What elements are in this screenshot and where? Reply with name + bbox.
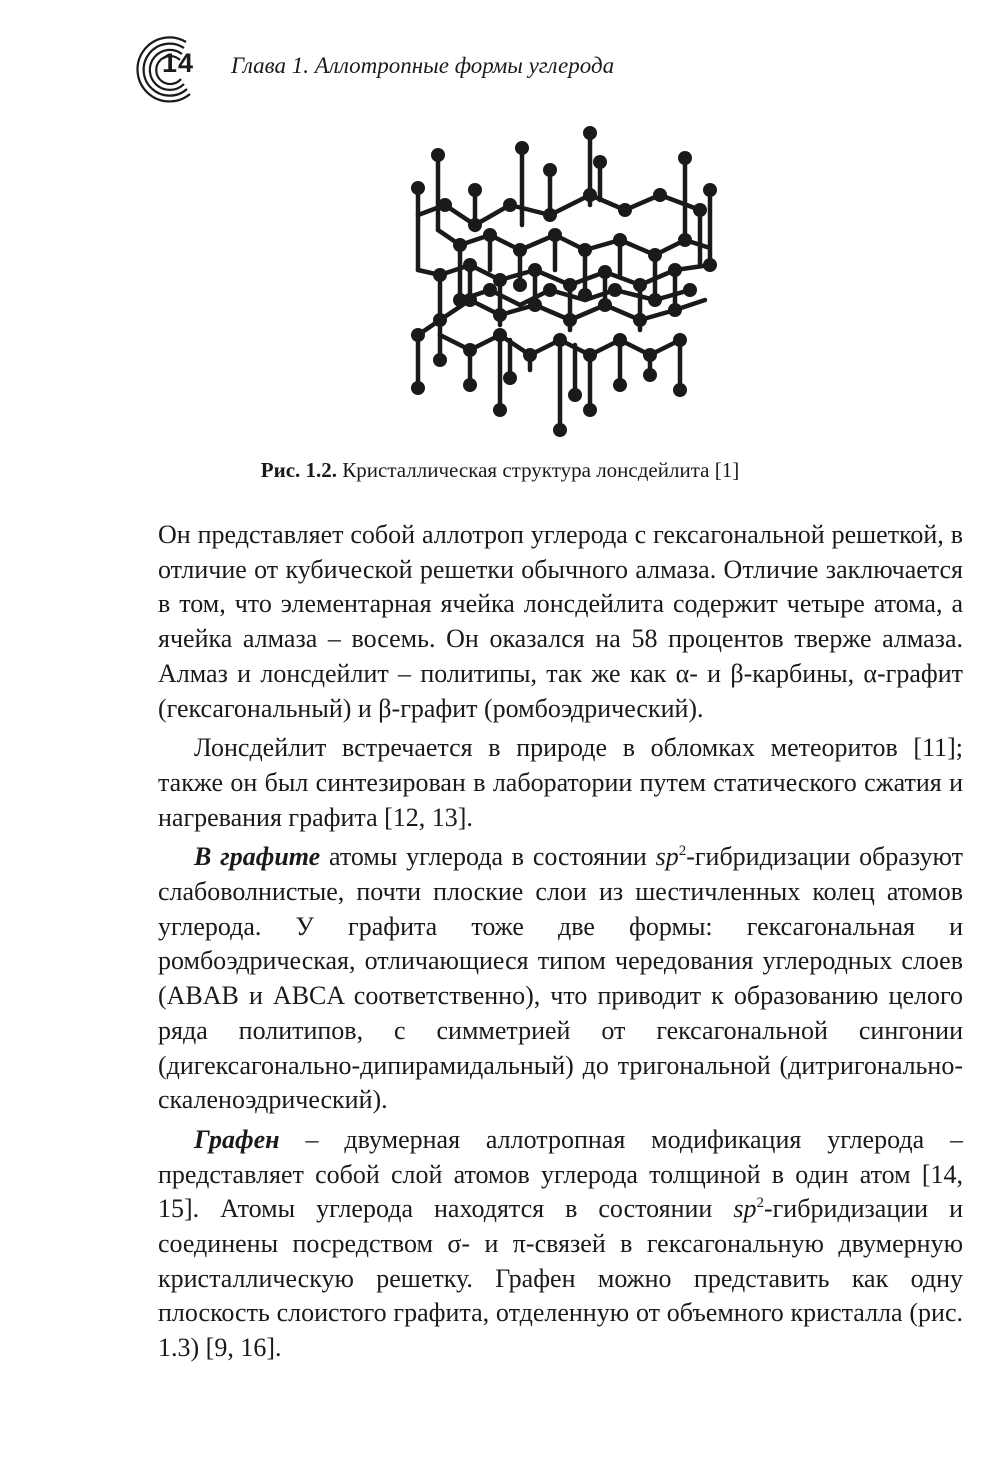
figure-caption-text: Кристаллическая структура лонсдейлита [1] bbox=[337, 458, 740, 482]
lattice-atom bbox=[463, 293, 477, 307]
lattice-atom bbox=[553, 423, 567, 437]
lattice-atom bbox=[583, 188, 597, 202]
lattice-atom bbox=[543, 163, 557, 177]
lattice-atom bbox=[678, 151, 692, 165]
paragraph-3-part-a: атомы углерода в состоянии bbox=[320, 842, 656, 872]
lattice-atom bbox=[618, 203, 632, 217]
lattice-atom bbox=[563, 278, 577, 292]
sp-superscript: 2 bbox=[756, 1195, 764, 1212]
lattice-atom bbox=[513, 278, 527, 292]
lattice-atom bbox=[513, 243, 527, 257]
lattice-atom bbox=[613, 333, 627, 347]
lattice-atom bbox=[493, 403, 507, 417]
paragraph-1: Он представляет собой аллотроп углерода с гексагональной решеткой, в отличие от кубической решетки обычного алмаза. Отличие заключается в том, что элементарная ячейка лонсдейлита содержит четыре атома, а ячейка алмаза – восемь. Он оказался на 58 процентов тверже алмаза. Алмаз и лонсдейлит – политипы, так же как α- и β-карбины, α-графит (гексагональный) и β-графит (ромбоэдрический). bbox=[158, 520, 963, 723]
lattice-atom bbox=[463, 258, 477, 272]
lattice-atom bbox=[543, 283, 557, 297]
lattice-atom bbox=[503, 371, 517, 385]
lattice-atom bbox=[528, 298, 542, 312]
lattice-atom bbox=[578, 243, 592, 257]
lattice-atom bbox=[703, 183, 717, 197]
lattice-atom bbox=[483, 283, 497, 297]
lattice-atom bbox=[678, 233, 692, 247]
lattice-atom bbox=[633, 278, 647, 292]
lattice-atom bbox=[431, 148, 445, 162]
lonsdaleite-lattice-diagram bbox=[395, 120, 745, 450]
lattice-atom bbox=[668, 263, 682, 277]
sp-label: sp bbox=[655, 842, 679, 872]
chapter-title: Глава 1. Аллотропные формы углерода bbox=[231, 53, 615, 78]
lattice-atom bbox=[598, 265, 612, 279]
lattice-atom bbox=[643, 368, 657, 382]
paragraph-3-part-b: -гибридизации образуют слабоволнистые, почти плоские слои из шестичленных колец атомов углерода. У графита тоже две формы: гексагональная и ромбоэдрическая, отличающиеся типом чередования углеродных слоев (ABAB и ABCA соответственно), что приводит к образованию целого ряда политипов, с симметрией от гексагональной сингонии (дигексагонально-дипирамидальный) до тригональной (дитригонально-скаленоэдрический). bbox=[158, 842, 963, 1115]
sp-label: sp bbox=[733, 1194, 757, 1224]
lattice-atom bbox=[528, 263, 542, 277]
lattice-atom bbox=[563, 313, 577, 327]
paragraph-3 bbox=[158, 840, 963, 1118]
lattice-atom bbox=[438, 198, 452, 212]
lattice-atom bbox=[648, 293, 662, 307]
lonsdaleite-figure bbox=[395, 120, 745, 450]
lattice-atom bbox=[468, 183, 482, 197]
lattice-atom bbox=[598, 298, 612, 312]
lattice-atom bbox=[433, 268, 447, 282]
lattice-atom bbox=[693, 203, 707, 217]
lattice-atom bbox=[463, 343, 477, 357]
lattice-atom bbox=[468, 218, 482, 232]
lattice-atom bbox=[493, 328, 507, 342]
figure-caption bbox=[0, 458, 1000, 483]
paragraph-2: Лонсдейлит встречается в природе в обломках метеоритов [11]; также он был синтезирован в лаборатории путем статического сжатия и нагревания графита [12, 13]. bbox=[158, 733, 963, 832]
lattice-atom bbox=[653, 188, 667, 202]
lattice-atom bbox=[578, 288, 592, 302]
lattice-atom bbox=[543, 208, 557, 222]
lattice-atom bbox=[568, 388, 582, 402]
lattice-atom bbox=[703, 258, 717, 272]
lattice-atom bbox=[633, 313, 647, 327]
lattice-atom bbox=[411, 328, 425, 342]
body-text bbox=[158, 518, 963, 1371]
paragraph-4-part-a: – двумерная аллотропная модификация углерода – представляет собой слой атомов углерода толщиной в один атом [14, 15]. Атомы углерода находятся в состоянии bbox=[158, 1124, 963, 1224]
sp-superscript: 2 bbox=[678, 843, 687, 860]
lattice-atom bbox=[411, 181, 425, 195]
running-header bbox=[124, 34, 884, 104]
lattice-atom bbox=[593, 155, 607, 169]
lattice-atom bbox=[673, 333, 687, 347]
paragraph-4-part-b: -гибридизации и соединены посредством σ- и π-связей в гексагональную двумерную кристаллическую решетку. Графен можно представить как одну плоскость слоистого графита, отделенную от объемного кристалла (рис. 1.3) [9, 16]. bbox=[158, 1194, 963, 1363]
lattice-atom bbox=[613, 233, 627, 247]
lattice-atom bbox=[463, 378, 477, 392]
lattice-atom bbox=[433, 313, 447, 327]
lattice-atom bbox=[668, 303, 682, 317]
lattice-atom bbox=[493, 273, 507, 287]
lattice-atom bbox=[411, 381, 425, 395]
lattice-atom bbox=[608, 283, 622, 297]
lattice-atom bbox=[523, 348, 537, 362]
lattice-atom bbox=[648, 248, 662, 262]
term-graphite: В графите bbox=[194, 842, 321, 872]
lattice-atom bbox=[583, 348, 597, 362]
lattice-atom bbox=[453, 238, 467, 252]
lattice-atom bbox=[433, 353, 447, 367]
paragraph-4 bbox=[158, 1123, 963, 1366]
lattice-atom bbox=[583, 403, 597, 417]
lattice-atom bbox=[483, 228, 497, 242]
lattice-atom bbox=[683, 283, 697, 297]
lattice-atom bbox=[673, 383, 687, 397]
lattice-atom bbox=[643, 348, 657, 362]
lattice-atom bbox=[583, 126, 597, 140]
lattice-atom bbox=[493, 308, 507, 322]
lattice-atom bbox=[553, 333, 567, 347]
lattice-atom bbox=[503, 198, 517, 212]
lattice-atom bbox=[548, 228, 562, 242]
page-number: 14 bbox=[162, 48, 195, 78]
term-graphene: Графен bbox=[194, 1124, 280, 1154]
lattice-atom bbox=[515, 141, 529, 155]
lattice-atom bbox=[613, 378, 627, 392]
figure-caption-label: Рис. 1.2. bbox=[260, 458, 338, 482]
